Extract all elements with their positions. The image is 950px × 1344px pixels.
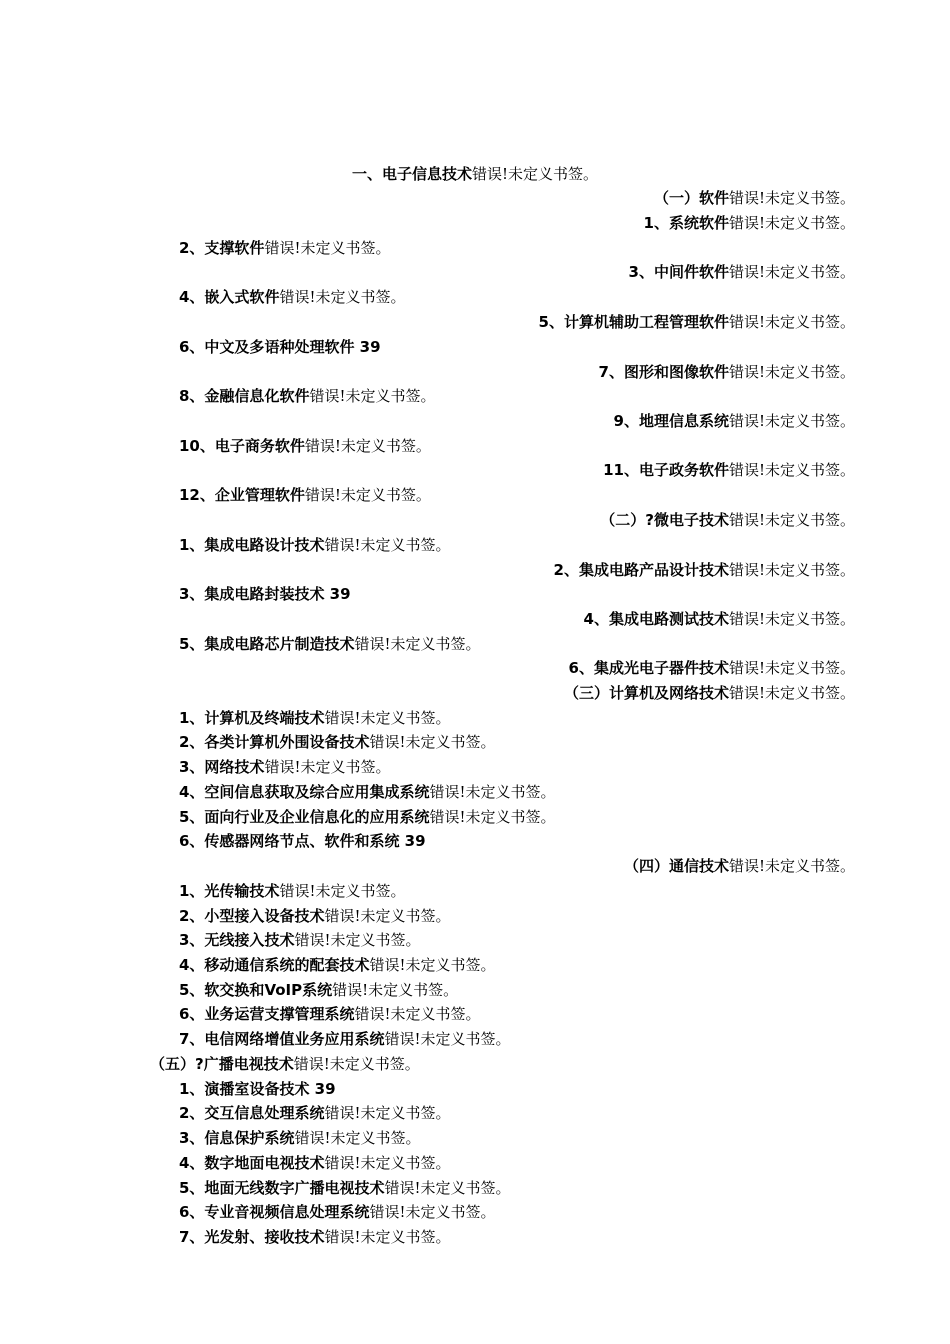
- toc-line[interactable]: 2、集成电路产品设计技术错误!未定义书签。: [553, 561, 855, 579]
- toc-line[interactable]: 6、传感器网络节点、软件和系统 39: [179, 832, 426, 850]
- toc-line[interactable]: 7、光发射、接收技术错误!未定义书签。: [179, 1228, 451, 1246]
- toc-line[interactable]: （四）通信技术错误!未定义书签。: [623, 857, 855, 875]
- toc-line[interactable]: 3、中间件软件错误!未定义书签。: [628, 263, 855, 281]
- toc-line[interactable]: （一）软件错误!未定义书签。: [653, 189, 855, 207]
- toc-line[interactable]: 4、集成电路测试技术错误!未定义书签。: [583, 610, 855, 628]
- toc-line[interactable]: 6、中文及多语种处理软件 39: [179, 338, 381, 356]
- toc-line[interactable]: 3、网络技术错误!未定义书签。: [179, 758, 391, 776]
- toc-line[interactable]: 6、业务运营支撑管理系统错误!未定义书签。: [179, 1005, 481, 1023]
- toc-line[interactable]: 5、软交换和VoIP系统错误!未定义书签。: [179, 981, 459, 999]
- toc-line[interactable]: 4、嵌入式软件错误!未定义书签。: [179, 288, 406, 306]
- toc-line[interactable]: 7、电信网络增值业务应用系统错误!未定义书签。: [179, 1030, 511, 1048]
- toc-line[interactable]: 5、面向行业及企业信息化的应用系统错误!未定义书签。: [179, 808, 556, 826]
- toc-line[interactable]: 11、电子政务软件错误!未定义书签。: [603, 461, 855, 479]
- toc-line[interactable]: 2、支撑软件错误!未定义书签。: [179, 239, 391, 257]
- toc-line[interactable]: 4、移动通信系统的配套技术错误!未定义书签。: [179, 956, 496, 974]
- toc-line[interactable]: 10、电子商务软件错误!未定义书签。: [179, 437, 431, 455]
- toc-line[interactable]: 4、空间信息获取及综合应用集成系统错误!未定义书签。: [179, 783, 556, 801]
- toc-line[interactable]: 7、图形和图像软件错误!未定义书签。: [598, 363, 855, 381]
- toc-line[interactable]: 1、演播室设备技术 39: [179, 1080, 336, 1098]
- toc-line[interactable]: （五）?广播电视技术错误!未定义书签。: [150, 1055, 420, 1073]
- toc-line[interactable]: 5、地面无线数字广播电视技术错误!未定义书签。: [179, 1179, 511, 1197]
- toc-line[interactable]: 3、信息保护系统错误!未定义书签。: [179, 1129, 421, 1147]
- toc-line[interactable]: 12、企业管理软件错误!未定义书签。: [179, 486, 431, 504]
- toc-line[interactable]: 1、系统软件错误!未定义书签。: [643, 214, 855, 232]
- toc-line[interactable]: 9、地理信息系统错误!未定义书签。: [613, 412, 855, 430]
- toc-line[interactable]: （二）?微电子技术错误!未定义书签。: [600, 511, 855, 529]
- toc-line[interactable]: 5、计算机辅助工程管理软件错误!未定义书签。: [538, 313, 855, 331]
- toc-line[interactable]: 5、集成电路芯片制造技术错误!未定义书签。: [179, 635, 481, 653]
- toc-line[interactable]: 一、电子信息技术错误!未定义书签。: [351, 165, 599, 183]
- toc-line[interactable]: 2、小型接入设备技术错误!未定义书签。: [179, 907, 451, 925]
- toc-line[interactable]: 2、交互信息处理系统错误!未定义书签。: [179, 1104, 451, 1122]
- toc-line[interactable]: 1、集成电路设计技术错误!未定义书签。: [179, 536, 451, 554]
- toc-line[interactable]: 1、光传输技术错误!未定义书签。: [179, 882, 406, 900]
- toc-line[interactable]: 4、数字地面电视技术错误!未定义书签。: [179, 1154, 451, 1172]
- toc-line[interactable]: （三）计算机及网络技术错误!未定义书签。: [563, 684, 855, 702]
- toc-line[interactable]: 8、金融信息化软件错误!未定义书签。: [179, 387, 436, 405]
- toc-line[interactable]: 2、各类计算机外围设备技术错误!未定义书签。: [179, 733, 496, 751]
- toc-line[interactable]: 6、集成光电子器件技术错误!未定义书签。: [568, 659, 855, 677]
- toc-line[interactable]: 1、计算机及终端技术错误!未定义书签。: [179, 709, 451, 727]
- toc-line[interactable]: 3、无线接入技术错误!未定义书签。: [179, 931, 421, 949]
- toc-line[interactable]: 3、集成电路封装技术 39: [179, 585, 351, 603]
- toc-line[interactable]: 6、专业音视频信息处理系统错误!未定义书签。: [179, 1203, 496, 1221]
